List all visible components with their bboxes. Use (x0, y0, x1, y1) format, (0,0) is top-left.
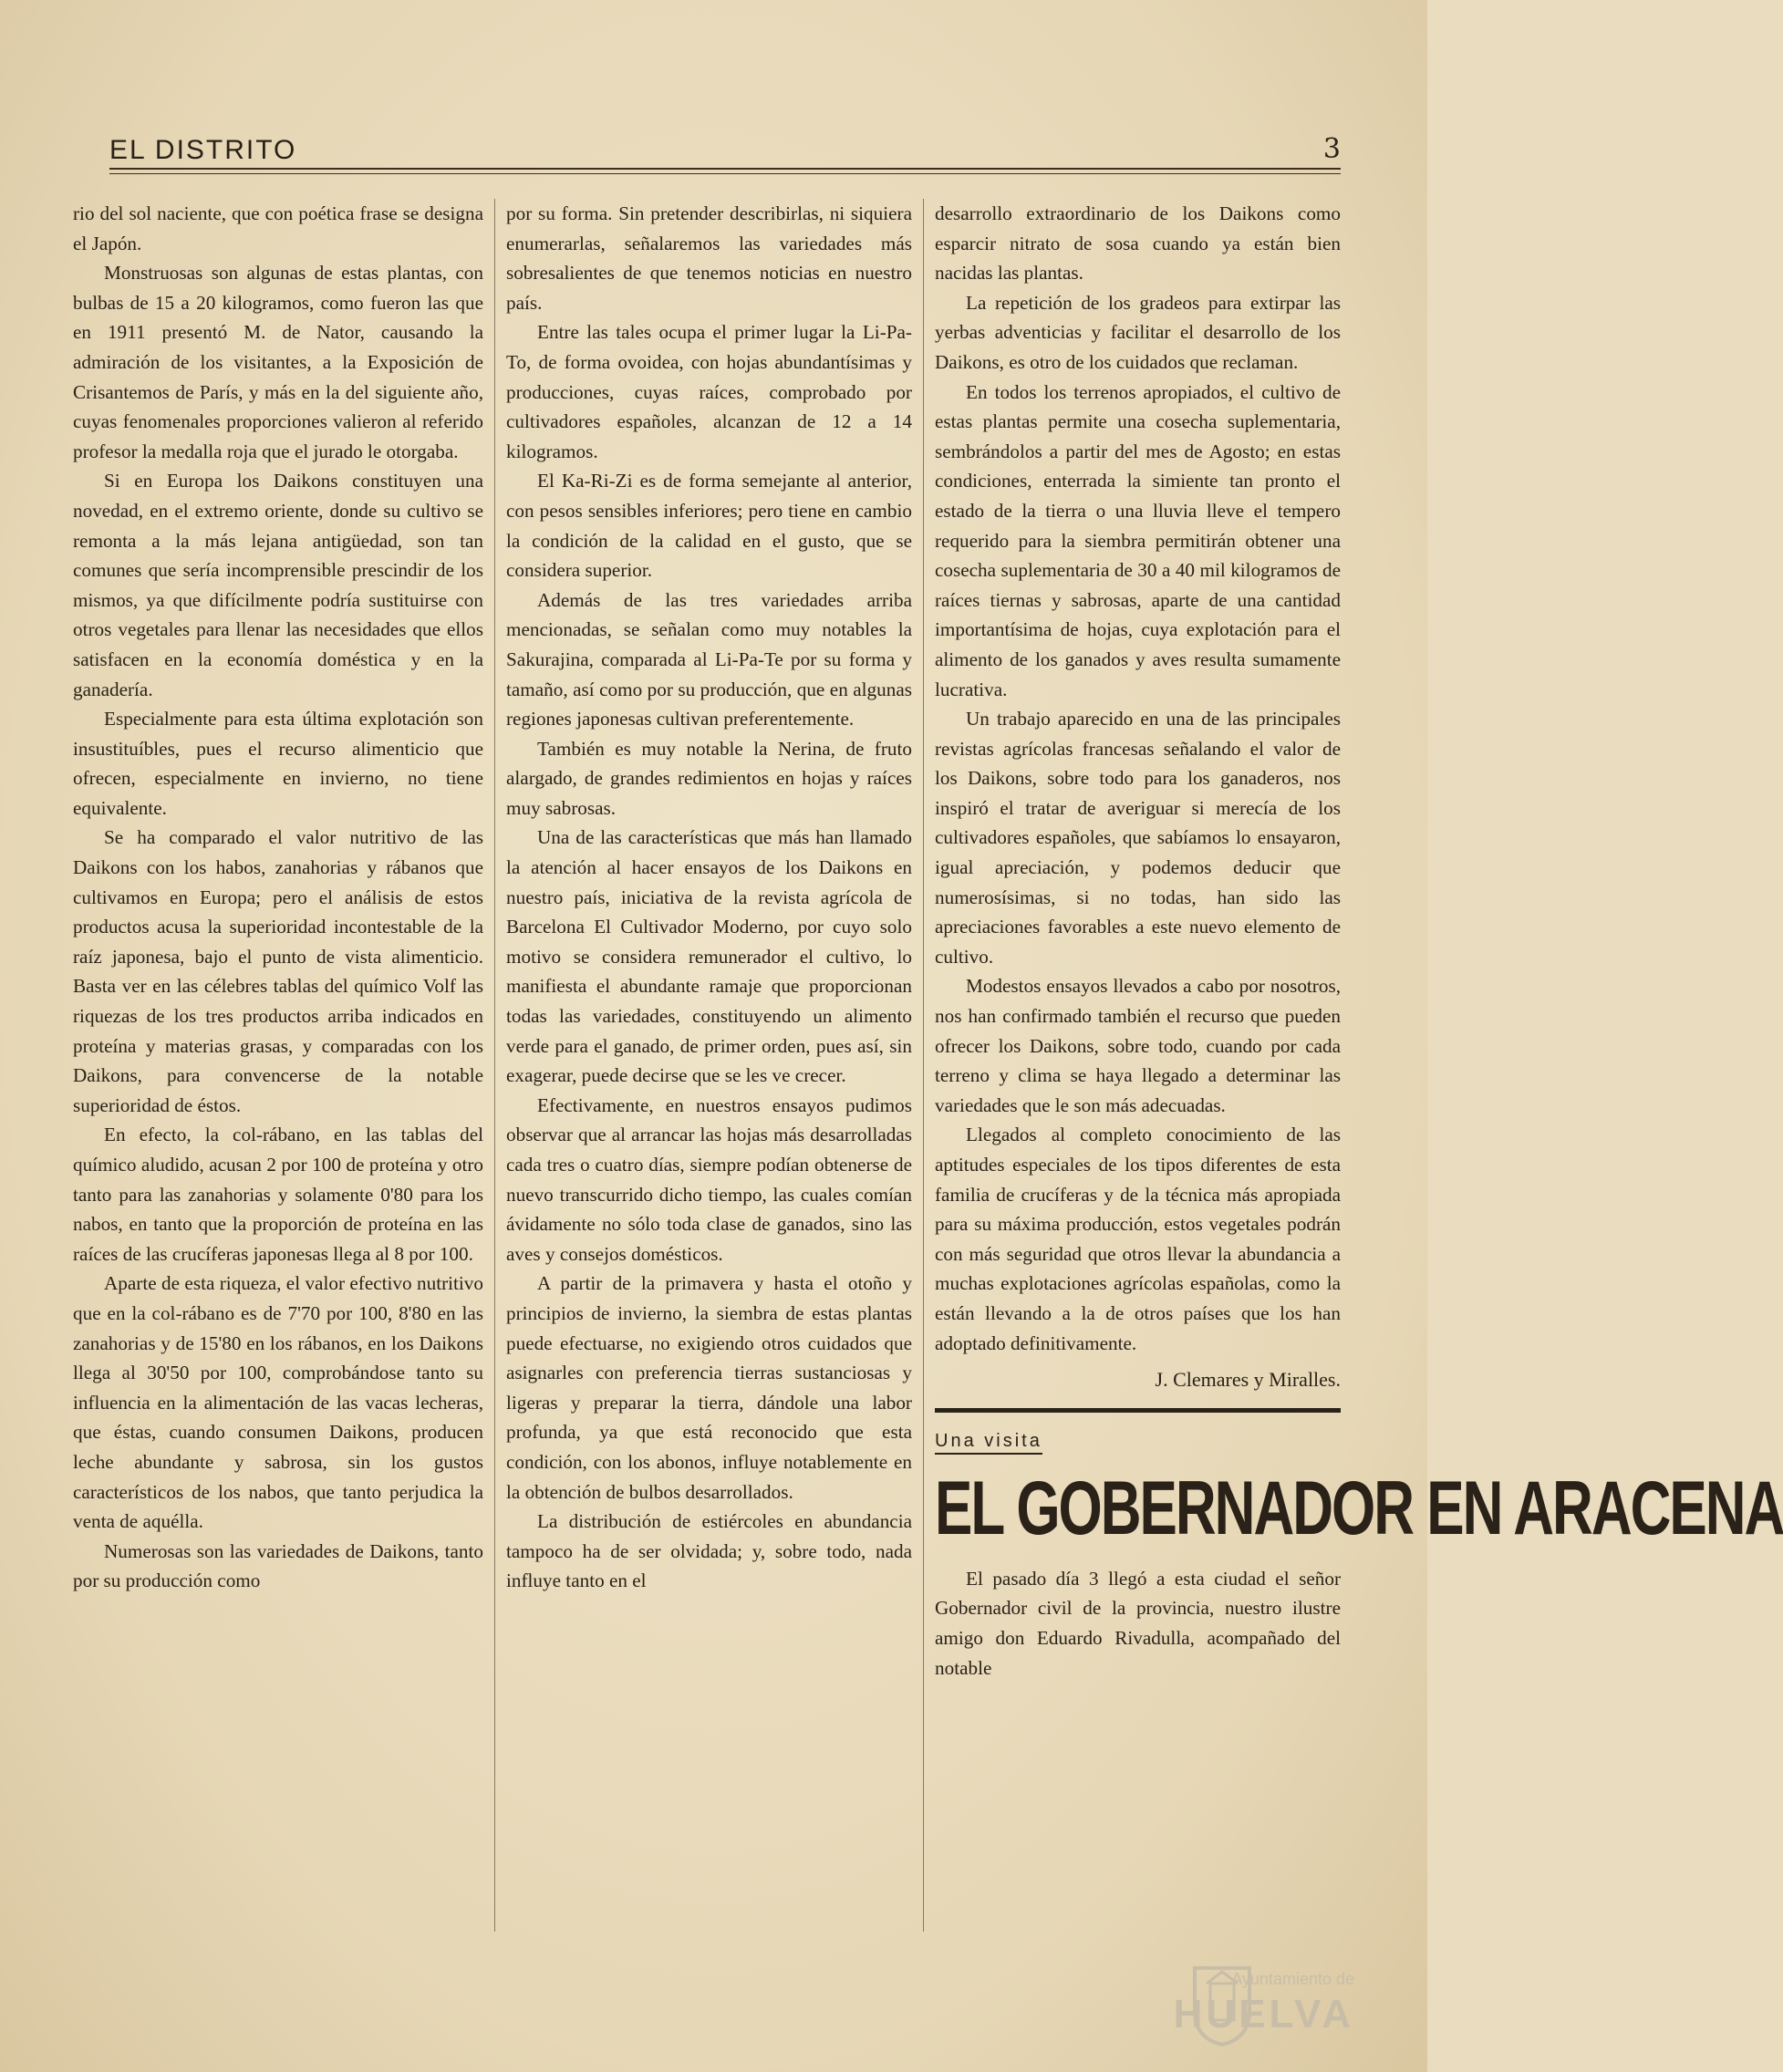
paragraph: La distribución de estiércoles en abundancia tampoco ha de ser olvidada; y, sobre todo, nada influye tanto en el (506, 1510, 912, 1592)
archive-watermark (1173, 1961, 1354, 2052)
paragraph: Además de las tres variedades arriba mencionadas, se señalan como muy notables la Sakurajina, comparada al Li-Pa-Te por su forma y tamaño, así como por su producción, que en algunas regiones japonesas cultivan preferentemente. (506, 588, 912, 730)
paragraph: Entre las tales ocupa el primer lugar la Li-Pa-To, de forma ovoidea, con hojas abundantísimas y producciones, cuyas raíces, comprobado por cultivadores españoles, alcanzan de 12 a 14 kilogramos. (506, 321, 912, 462)
author-signature: J. Clemares y Miralles. (1155, 1368, 1341, 1392)
paragraph: por su forma. Sin pretender describirlas, ni siquiera enumerarlas, señalaremos las variedades más sobresalientes de que tenemos noticias en nuestro país. (506, 202, 912, 314)
paragraph: Efectivamente, en nuestros ensayos pudimos observar que al arrancar las hojas más desarrolladas cada tres o cuatro días, siempre podían obtenerse de nuevo transcurrido dicho tiempo, las cuales comían ávidamente no sólo toda clase de ganados, sino las aves y consejos domésticos. (506, 1093, 912, 1265)
paragraph: Se ha comparado el valor nutritivo de las Daikons con los habos, zanahorias y rábanos que cultivamos en Europa; pero el análisis de estos productos acusa la superioridad incontestable de la raíz japonesa, bajo el punto de vista alimenticio. Basta ver en las célebres tablas del químico Volf las riquezas de los tres productos arriba indicados en proteína y materias grasas, y comparadas con los Daikons, para convencerse de la notable superioridad de éstos. (73, 826, 483, 1116)
header-rule (109, 168, 1341, 170)
watermark-text: Ayuntamiento de (1231, 1970, 1354, 1988)
masthead: EL DISTRITO (109, 135, 297, 165)
paragraph: La repetición de los gradeos para extirpar las yerbas adventicias y facilitar el desarrollo de los Daikons, es otro de los cuidados que reclaman. (935, 291, 1341, 373)
paragraph: En efecto, la col-rábano, en las tablas del químico aludido, acusan 2 por 100 de proteína y otro tanto para las zanahorias y solamente 0'80 para los nabos, en tanto que la proporción de proteína en las raíces de las crucíferas japonesas llega al 8 por 100. (73, 1124, 483, 1265)
paragraph: Una de las características que más han llamado la atención al hacer ensayos de los Daikons en nuestro país, iniciativa de la revista agrícola de Barcelona El Cultivador Moderno, por cuyo solo motivo se considera remunerador el cultivo, lo manifiesta el abundante ramaje que proporcionan todas las variedades, constituyendo un alimento verde para el ganado, de primer orden, pues así, sin exagerar, puede decirse que se les ve crecer. (506, 826, 912, 1087)
article-kicker: Una visita (935, 1431, 1042, 1455)
paragraph: Especialmente para esta última explotación son insustituíbles, pues el recurso alimenticio que ofrecen, especialmente en invierno, no tiene equivalente. (73, 708, 483, 819)
page-number: 3 (1322, 133, 1341, 165)
paragraph: Modestos ensayos llevados a cabo por nosotros, nos han confirmado también el recurso que pueden ofrecer los Daikons, sobre todo, cuando por cada terreno y clima se haya llegado a determinar las variedades que le son más adecuadas. (935, 975, 1341, 1116)
paragraph: Monstruosas son algunas de estas plantas, con bulbas de 15 a 20 kilogramos, como fueron las que en 1911 presentó M. de Nator, causando la admiración de los visitantes, a la Exposición de Crisantemos de París, y más en la del siguiente año, cuyas fenomenales proporciones valieron al referido profesor la medalla roja que el jurado le otorgaba. (73, 262, 483, 462)
paragraph: rio del sol naciente, que con poética frase se designa el Japón. (73, 202, 483, 254)
page-header (73, 128, 1341, 173)
paragraph: También es muy notable la Nerina, de fruto alargado, de grandes redimientos en hojas y raíces muy sabrosas. (506, 737, 912, 819)
paragraph: El pasado día 3 llegó a esta ciudad el señor Gobernador civil de la provincia, nuestro ilustre amigo don Eduardo Rivadulla, acompañado del notable (935, 1567, 1341, 1679)
paragraph: El Ka-Ri-Zi es de forma semejante al anterior, con pesos sensibles inferiores; pero tiene en cambio la condición de la calidad en el gusto, que se considera superior. (506, 470, 912, 582)
paragraph: Un trabajo aparecido en una de las principales revistas agrícolas francesas señalando el valor de los Daikons, sobre todo para los ganaderos, nos inspiró el tratar de averiguar si merecía de los cultivadores españoles, que sabíamos lo ensayaron, igual apreciación, y podemos deducir que numerosísimas, si no todas, han sido las apreciaciones favorables a este nuevo elemento de cultivo. (935, 708, 1341, 968)
paragraph: En todos los terrenos apropiados, el cultivo de estas plantas permite una cosecha suplementaria, sembrándolos a partir del mes de Agosto; en estas condiciones, enterrada la simiente tan pronto el estado de la tierra o una lluvia lleve el tempero requerido para la siembra permitirán obtener una cosecha suplementaria de 30 a 40 mil kilogramos de raíces tiernas y sabrosas, aparte de una cantidad importantísima de hojas, cuya explotación para el alimento de los ganados y aves resulta sumamente lucrativa. (935, 380, 1341, 700)
watermark-text: HUELVA (1173, 1992, 1354, 2036)
column-1 (73, 199, 483, 1596)
paragraph: Si en Europa los Daikons constituyen una novedad, en el extremo oriente, donde su cultivo se remonta a la más lejana antigüedad, son tan comunes que sería incomprensible prescindir de los mismos, ya que difícilmente podría sustituirse con otros vegetales para llenar las necesidades que ellos satisfacen en la economía doméstica y en la ganadería. (73, 470, 483, 700)
column-2 (506, 199, 912, 1596)
column-divider (923, 199, 924, 1932)
paragraph: Numerosas son las variedades de Daikons, tanto por su producción como (73, 1539, 483, 1592)
paragraph: Llegados al completo conocimiento de las aptitudes especiales de los tipos diferentes de esta familia de crucíferas y de la técnica más apropiada para su máxima producción, estos vegetales podrán con más seguridad que otros llevar la abundancia a muchas explotaciones agrícolas españolas, como la están llevando a la de otros países que los han adoptado definitivamente. (935, 1124, 1341, 1354)
article-separator (935, 1408, 1341, 1413)
paragraph: Aparte de esta riqueza, el valor efectivo nutritivo que en la col-rábano es de 7'70 por 100, 8'80 en las zanahorias y de 15'80 en los rábanos, en los Daikons llega al 30'50 por 100, comprobándose tanto su influencia en la alimentación de las vacas lecheras, que éstas, cuando consumen Daikons, producen leche abundante y sabrosa, sin los gustos característicos de los nabos, que tanto perjudica la venta de aquélla. (73, 1272, 483, 1533)
article-headline: EL GOBERNADOR EN ARACENA (935, 1466, 1783, 1551)
column-3 (935, 199, 1783, 1683)
column-divider (494, 199, 495, 1932)
paragraph: desarrollo extraordinario de los Daikons como esparcir nitrato de sosa cuando ya están bien nacidas las plantas. (935, 202, 1341, 285)
header-rule-thin (109, 173, 1341, 174)
paragraph: A partir de la primavera y hasta el otoño y principios de invierno, la siembra de estas plantas puede efectuarse, no exigiendo otros cuidados que asignarles con preferencia tierras sustanciosas y ligeras y preparar la tierra, dándole una labor profunda, ya que está reconocido que esta condición, con los abonos, influye notablemente en la obtención de bulbos desarrollados. (506, 1272, 912, 1503)
